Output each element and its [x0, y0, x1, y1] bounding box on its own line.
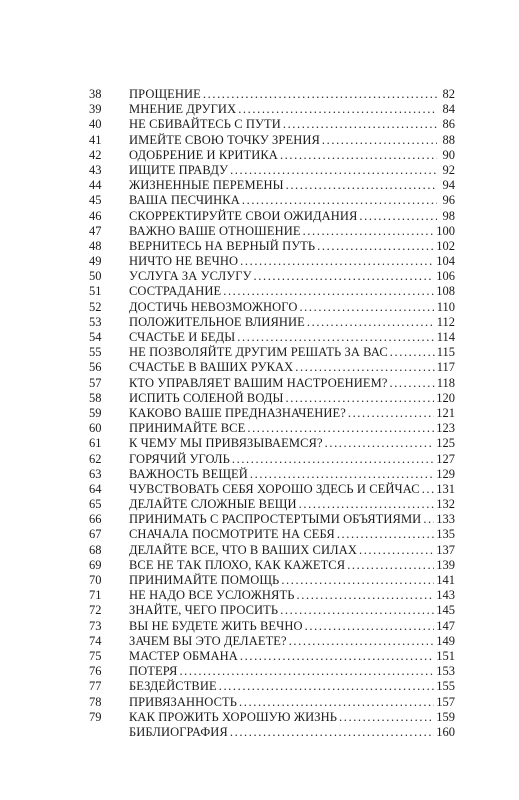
- toc-entry: [89, 497, 455, 512]
- chapter-number: 59: [89, 405, 102, 420]
- chapter-title: СЧАСТЬЕ И БЕДЫ: [129, 330, 236, 344]
- page-number: 151: [436, 648, 455, 663]
- chapter-title: ПОТЕРЯ: [129, 664, 178, 679]
- chapter-number: 75: [89, 648, 102, 663]
- chapter-title: ПРИНИМАТЬ С РАСПРОСТЕРТЫМИ ОБЪЯТИЯМИ: [129, 512, 422, 527]
- chapter-title: ПОЛОЖИТЕЛЬНОЕ ВЛИЯНИЕ: [129, 314, 305, 329]
- dot-leader: [230, 163, 437, 178]
- toc-entry-body: [129, 634, 455, 649]
- page-number: 117: [436, 360, 455, 375]
- page-number: 145: [436, 603, 455, 618]
- chapter-number: 45: [89, 193, 102, 208]
- toc-entry-body: [129, 588, 455, 603]
- toc-entry-body: [129, 330, 455, 345]
- chapter-number: 76: [89, 664, 102, 679]
- dot-leader: [297, 588, 435, 603]
- chapter-number: 65: [89, 497, 102, 512]
- chapter-number: 44: [89, 178, 102, 193]
- page-number: 132: [436, 497, 455, 512]
- chapter-number: 60: [89, 421, 102, 436]
- dot-leader: [348, 406, 434, 421]
- chapter-title: ВАЖНОСТЬ ВЕЩЕЙ: [129, 466, 248, 481]
- toc-entry: [89, 193, 455, 208]
- chapter-number: 47: [89, 223, 102, 238]
- dot-leader: [337, 527, 434, 542]
- chapter-title: НЕ ПОЗВОЛЯЙТЕ ДРУГИМ РЕШАТЬ ЗА ВАС: [129, 345, 388, 360]
- toc-entry-body: [129, 725, 455, 740]
- page-number: 121: [436, 405, 455, 420]
- dot-leader: [219, 679, 435, 694]
- chapter-title: СЧАСТЬЕ В ВАШИХ РУКАХ: [129, 360, 294, 375]
- chapter-number: 64: [89, 481, 102, 496]
- page-number: 147: [436, 618, 455, 633]
- dot-leader: [232, 452, 434, 467]
- chapter-number: 55: [89, 345, 102, 360]
- toc-entry-body: [129, 436, 455, 451]
- toc-entry: [89, 178, 455, 193]
- toc-entry-body: [129, 543, 455, 558]
- dot-leader: [359, 209, 437, 224]
- toc-entry: [89, 300, 455, 315]
- dot-leader: [305, 619, 435, 634]
- chapter-title: ОДОБРЕНИЕ И КРИТИКА: [129, 147, 278, 162]
- dot-leader: [280, 148, 437, 163]
- chapter-number: 78: [89, 694, 102, 709]
- toc-entry-body: [129, 254, 455, 269]
- dot-leader: [254, 269, 435, 284]
- toc-entry: [89, 512, 455, 527]
- chapter-title: КТО УПРАВЛЯЕТ ВАШИМ НАСТРОЕНИЕМ?: [129, 375, 388, 390]
- toc-entry-body: [129, 102, 455, 117]
- toc-entry-body: [129, 360, 455, 375]
- chapter-title: НЕ НАДО ВСЕ УСЛОЖНЯТЬ: [129, 588, 295, 603]
- dot-leader: [295, 360, 434, 375]
- chapter-title: СКОРРЕКТИРУЙТЕ СВОИ ОЖИДАНИЯ: [129, 208, 358, 223]
- page-number: 131: [436, 481, 455, 496]
- toc-entry: [89, 284, 455, 299]
- dot-leader: [347, 558, 434, 573]
- toc-entry: [89, 269, 455, 284]
- toc-entry-body: [129, 209, 455, 224]
- toc-entry: [89, 224, 455, 239]
- chapter-title: ЧУВСТВОВАТЬ СЕБЯ ХОРОШО ЗДЕСЬ И СЕЙЧАС: [129, 481, 420, 496]
- toc-entry: [89, 376, 455, 391]
- toc-entry: [89, 649, 455, 664]
- chapter-title: ИЩИТЕ ПРАВДУ: [129, 162, 229, 177]
- page-number: 86: [442, 117, 455, 132]
- dot-leader: [390, 345, 435, 360]
- toc-entry: [89, 634, 455, 649]
- chapter-number: 72: [89, 603, 102, 618]
- dot-leader: [250, 467, 434, 482]
- toc-entry: [89, 452, 455, 467]
- toc-entry: [89, 558, 455, 573]
- toc-entry: [89, 467, 455, 482]
- dot-leader: [303, 224, 435, 239]
- page-number: 96: [442, 193, 455, 208]
- toc-entry: [89, 391, 455, 406]
- dot-leader: [283, 117, 437, 132]
- page-number: 112: [436, 314, 455, 329]
- chapter-number: 46: [89, 208, 102, 223]
- chapter-title: ВАША ПЕСЧИНКА: [129, 193, 240, 208]
- chapter-number: 41: [89, 132, 102, 147]
- chapter-number: 48: [89, 238, 102, 253]
- chapter-title: УСЛУГА ЗА УСЛУГУ: [129, 269, 252, 284]
- page-number: 125: [436, 436, 455, 451]
- chapter-number: 62: [89, 451, 102, 466]
- dot-leader: [286, 391, 435, 406]
- chapter-number: 38: [89, 87, 102, 101]
- toc-entry-body: [129, 527, 455, 542]
- chapter-number: 54: [89, 330, 102, 344]
- toc-entry: [89, 148, 455, 163]
- toc-entry: [89, 360, 455, 375]
- toc-entry: [89, 330, 455, 345]
- dot-leader: [339, 710, 434, 725]
- toc-entry-body: [129, 178, 455, 193]
- toc-entry: [89, 543, 455, 558]
- toc-entry: [89, 102, 455, 117]
- page-number: 143: [436, 588, 455, 603]
- toc-entry-body: [129, 315, 455, 330]
- toc-entry: [89, 679, 455, 694]
- toc-entry-body: [129, 133, 455, 148]
- chapter-title: ГОРЯЧИЙ УГОЛЬ: [129, 451, 230, 466]
- page-number: 102: [436, 238, 455, 253]
- dot-leader: [247, 421, 434, 436]
- toc-entry: [89, 619, 455, 634]
- toc-entry-body: [129, 695, 455, 710]
- toc-entry-body: [129, 239, 455, 254]
- chapter-number: 70: [89, 573, 102, 587]
- chapter-number: 43: [89, 162, 102, 177]
- chapter-title: ДЕЛАЙТЕ ВСЕ, ЧТО В ВАШИХ СИЛАХ: [129, 542, 357, 557]
- dot-leader: [203, 87, 437, 102]
- dot-leader: [422, 482, 435, 497]
- chapter-number: 52: [89, 299, 102, 314]
- toc-entry-body: [129, 573, 455, 588]
- page-number: 137: [436, 542, 455, 557]
- chapter-title: БЕЗДЕЙСТВИЕ: [129, 679, 217, 694]
- chapter-number: 61: [89, 436, 102, 451]
- dot-leader: [242, 193, 437, 208]
- page-number: 153: [436, 664, 455, 679]
- chapter-number: 49: [89, 254, 102, 269]
- page-number: 115: [436, 345, 455, 360]
- toc-entry-body: [129, 664, 455, 679]
- chapter-number: 56: [89, 360, 102, 375]
- page-number: 110: [436, 299, 455, 314]
- page-number: 100: [436, 223, 455, 238]
- chapter-number: 68: [89, 542, 102, 557]
- chapter-number: 57: [89, 375, 102, 390]
- toc-entry: [89, 710, 455, 725]
- chapter-title: ПРИНИМАЙТЕ ВСЕ: [129, 421, 246, 436]
- chapter-title: СНАЧАЛА ПОСМОТРИТЕ НА СЕБЯ: [129, 527, 335, 542]
- dot-leader: [286, 178, 437, 193]
- chapter-number: 69: [89, 557, 102, 572]
- chapter-number: 74: [89, 633, 102, 648]
- chapter-number: 53: [89, 314, 102, 329]
- page-number: 118: [436, 375, 455, 390]
- toc-entry: [89, 725, 455, 740]
- page-number: 123: [436, 421, 455, 436]
- dot-leader: [281, 573, 434, 588]
- dot-leader: [322, 133, 437, 148]
- chapter-title: МАСТЕР ОБМАНА: [129, 648, 238, 663]
- toc-entry-body: [129, 269, 455, 284]
- chapter-number: 73: [89, 618, 102, 633]
- chapter-title: ИМЕЙТЕ СВОЮ ТОЧКУ ЗРЕНИЯ: [129, 132, 320, 147]
- toc-entry: [89, 163, 455, 178]
- chapter-title: ПРИВЯЗАННОСТЬ: [129, 694, 238, 709]
- toc-entry: [89, 117, 455, 132]
- toc-entry: [89, 406, 455, 421]
- chapter-title: ДОСТИЧЬ НЕВОЗМОЖНОГО: [129, 299, 298, 314]
- chapter-title: НЕ СБИВАЙТЕСЬ С ПУТИ: [129, 117, 281, 132]
- chapter-title: СОСТРАДАНИЕ: [129, 284, 222, 299]
- page-number: 133: [436, 512, 455, 527]
- toc-entry: [89, 87, 455, 102]
- table-of-contents: [89, 87, 455, 740]
- chapter-number: 40: [89, 117, 102, 132]
- dot-leader: [389, 376, 434, 391]
- dot-leader: [230, 725, 434, 740]
- chapter-number: 63: [89, 466, 102, 481]
- page-number: 88: [442, 132, 455, 147]
- page-number: 127: [436, 451, 455, 466]
- chapter-number: 39: [89, 102, 102, 117]
- chapter-number: 79: [89, 709, 102, 724]
- page-number: 84: [442, 102, 455, 117]
- chapter-title: ЗНАЙТЕ, ЧЕГО ПРОСИТЬ: [129, 603, 279, 618]
- toc-entry-body: [129, 512, 455, 527]
- page-number: 108: [436, 284, 455, 299]
- toc-entry-body: [129, 603, 455, 618]
- toc-entry-body: [129, 148, 455, 163]
- toc-entry-body: [129, 87, 455, 102]
- page-number: 155: [436, 679, 455, 694]
- chapter-number: 77: [89, 679, 102, 694]
- chapter-title: ЗАЧЕМ ВЫ ЭТО ДЕЛАЕТЕ?: [129, 633, 287, 648]
- toc-entry-body: [129, 224, 455, 239]
- toc-entry-body: [129, 497, 455, 512]
- chapter-title: ЖИЗНЕННЫЕ ПЕРЕМЕНЫ: [129, 178, 284, 193]
- chapter-number: 67: [89, 527, 102, 542]
- toc-entry-body: [129, 452, 455, 467]
- chapter-title: ПРИНИМАЙТЕ ПОМОЩЬ: [129, 573, 280, 587]
- page-number: 90: [442, 147, 455, 162]
- chapter-title: ИСПИТЬ СОЛЕНОЙ ВОДЫ: [129, 390, 284, 405]
- toc-entry: [89, 133, 455, 148]
- toc-entry: [89, 527, 455, 542]
- toc-entry-body: [129, 482, 455, 497]
- page-number: 104: [436, 254, 455, 269]
- page-number: 94: [442, 178, 455, 193]
- dot-leader: [307, 315, 435, 330]
- toc-entry-body: [129, 376, 455, 391]
- toc-entry: [89, 436, 455, 451]
- chapter-title: КАК ПРОЖИТЬ ХОРОШУЮ ЖИЗНЬ: [129, 709, 338, 724]
- chapter-number: 58: [89, 390, 102, 405]
- toc-entry: [89, 573, 455, 588]
- toc-entry-body: [129, 284, 455, 299]
- dot-leader: [238, 102, 437, 117]
- dot-leader: [179, 664, 434, 679]
- dot-leader: [223, 284, 434, 299]
- toc-entry: [89, 421, 455, 436]
- toc-entry: [89, 254, 455, 269]
- dot-leader: [299, 497, 435, 512]
- chapter-number: 71: [89, 588, 102, 603]
- toc-entry-body: [129, 649, 455, 664]
- dot-leader: [280, 603, 434, 618]
- toc-entry-body: [129, 406, 455, 421]
- toc-entry: [89, 664, 455, 679]
- toc-entry-body: [129, 710, 455, 725]
- dot-leader: [240, 254, 434, 269]
- dot-leader: [317, 239, 434, 254]
- chapter-title: ВСЕ НЕ ТАК ПЛОХО, КАК КАЖЕТСЯ: [129, 557, 346, 572]
- page-number: 159: [436, 709, 455, 724]
- toc-entry-body: [129, 193, 455, 208]
- toc-entry: [89, 315, 455, 330]
- toc-entry-body: [129, 391, 455, 406]
- chapter-title: БИБЛИОГРАФИЯ: [129, 724, 228, 739]
- toc-entry: [89, 345, 455, 360]
- page-number: 82: [442, 87, 455, 101]
- chapter-title: ВАЖНО ВАШЕ ОТНОШЕНИЕ: [129, 223, 301, 238]
- page-number: 141: [436, 573, 455, 587]
- toc-entry-body: [129, 300, 455, 315]
- toc-entry: [89, 588, 455, 603]
- toc-entry: [89, 695, 455, 710]
- chapter-number: 50: [89, 269, 102, 284]
- dot-leader: [240, 649, 434, 664]
- toc-entry: [89, 209, 455, 224]
- toc-entry-body: [129, 467, 455, 482]
- dot-leader: [359, 543, 434, 558]
- page-number: 139: [436, 557, 455, 572]
- page-number: 92: [442, 162, 455, 177]
- toc-entry-body: [129, 619, 455, 634]
- chapter-title: НИЧТО НЕ ВЕЧНО: [129, 254, 239, 269]
- dot-leader: [239, 695, 434, 710]
- chapter-title: МНЕНИЕ ДРУГИХ: [129, 102, 237, 117]
- page-number: 98: [442, 208, 455, 223]
- chapter-title: ПРОЩЕНИЕ: [129, 87, 201, 101]
- toc-entry: [89, 239, 455, 254]
- toc-entry-body: [129, 345, 455, 360]
- page-number: 160: [436, 724, 455, 739]
- dot-leader: [237, 330, 434, 345]
- dot-leader: [325, 436, 435, 451]
- dot-leader: [423, 512, 434, 527]
- dot-leader: [289, 634, 435, 649]
- chapter-title: ДЕЛАЙТЕ СЛОЖНЫЕ ВЕЩИ: [129, 497, 297, 512]
- page-number: 106: [436, 269, 455, 284]
- chapter-title: ВЫ НЕ БУДЕТЕ ЖИТЬ ВЕЧНО: [129, 618, 303, 633]
- toc-entry: [89, 603, 455, 618]
- page-number: 114: [436, 330, 455, 344]
- page-number: 149: [436, 633, 455, 648]
- chapter-number: 42: [89, 147, 102, 162]
- toc-entry-body: [129, 421, 455, 436]
- chapter-title: КАКОВО ВАШЕ ПРЕДНАЗНАЧЕНИЕ?: [129, 405, 346, 420]
- chapter-number: 66: [89, 512, 102, 527]
- dot-leader: [299, 300, 434, 315]
- toc-entry: [89, 482, 455, 497]
- page-number: 135: [436, 527, 455, 542]
- toc-entry-body: [129, 163, 455, 178]
- page-number: 157: [436, 694, 455, 709]
- chapter-number: 51: [89, 284, 102, 299]
- chapter-title: ВЕРНИТЕСЬ НА ВЕРНЫЙ ПУТЬ: [129, 238, 316, 253]
- toc-entry-body: [129, 117, 455, 132]
- chapter-title: К ЧЕМУ МЫ ПРИВЯЗЫВАЕМСЯ?: [129, 436, 323, 451]
- page-number: 120: [436, 390, 455, 405]
- toc-entry-body: [129, 679, 455, 694]
- toc-entry-body: [129, 558, 455, 573]
- page-number: 129: [436, 466, 455, 481]
